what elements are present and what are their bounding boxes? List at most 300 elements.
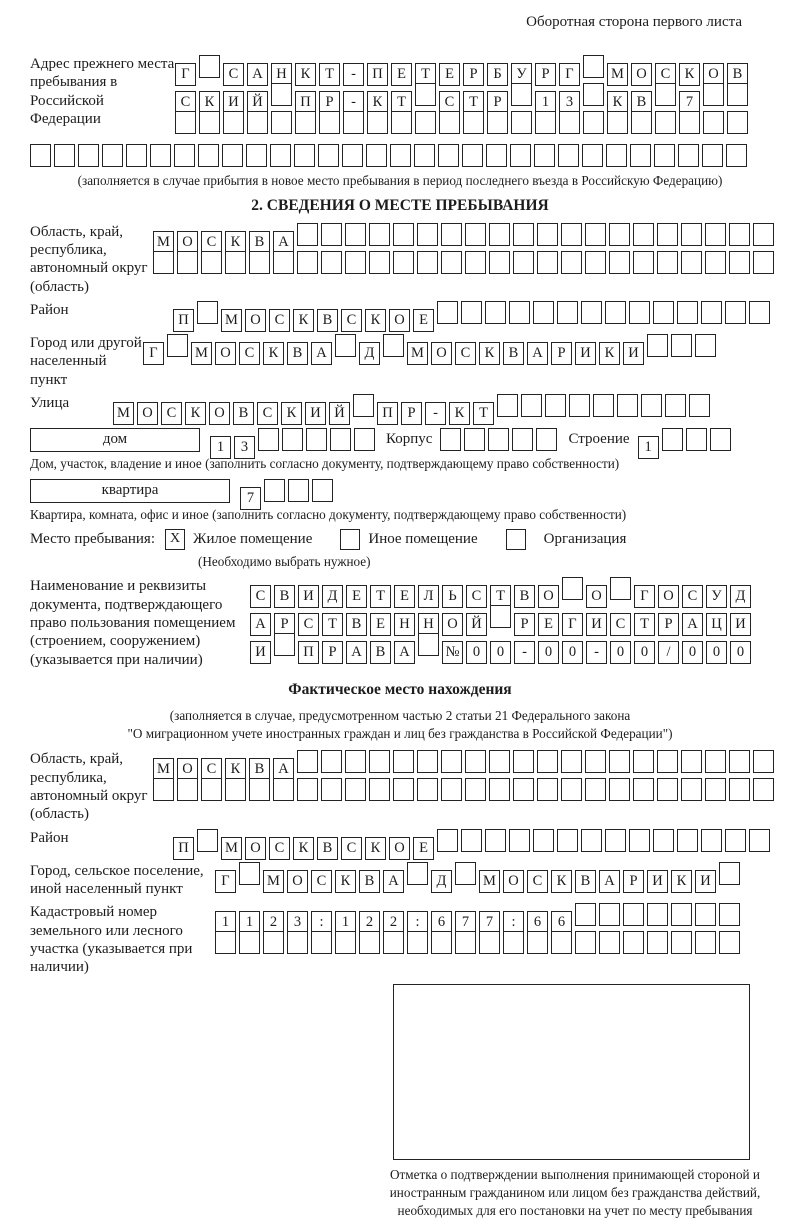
char-cell — [665, 394, 686, 417]
char-cell — [225, 778, 246, 801]
char-cell — [225, 251, 246, 274]
char-cell: С — [269, 309, 290, 332]
char-cell — [653, 829, 674, 852]
char-cell: К — [295, 63, 316, 86]
char-cell — [657, 778, 678, 801]
char-cell — [671, 931, 692, 954]
char-cell — [561, 778, 582, 801]
char-cell: К — [449, 402, 470, 425]
region-row-1 — [153, 223, 777, 250]
char-cell: И — [586, 613, 607, 636]
char-cell — [702, 144, 723, 167]
char-cell — [599, 931, 620, 954]
char-cell: В — [317, 837, 338, 860]
char-cell: В — [274, 585, 295, 608]
char-cell — [297, 223, 318, 246]
char-cell — [695, 931, 716, 954]
char-cell: В — [233, 402, 254, 425]
char-cell: А — [599, 870, 620, 893]
char-cell — [681, 750, 702, 773]
char-cell — [623, 903, 644, 926]
char-cell: Р — [551, 342, 572, 365]
char-cell: Г — [215, 870, 236, 893]
char-cell — [633, 778, 654, 801]
char-cell — [727, 83, 748, 106]
char-cell — [342, 144, 363, 167]
char-cell: А — [394, 641, 415, 664]
char-cell: В — [359, 870, 380, 893]
char-cell: К — [365, 309, 386, 332]
char-cell: 6 — [431, 911, 452, 934]
char-cell — [354, 428, 375, 451]
char-cell: К — [225, 758, 246, 781]
char-cell — [719, 862, 740, 885]
char-cell: И — [730, 613, 751, 636]
char-cell: 1 — [215, 911, 236, 934]
char-cell: П — [367, 63, 388, 86]
char-cell — [719, 931, 740, 954]
char-cell — [729, 750, 750, 773]
apartment-row — [30, 479, 770, 507]
char-cell: Д — [322, 585, 343, 608]
char-cell — [609, 750, 630, 773]
char-cell — [569, 394, 590, 417]
char-cell: С — [298, 613, 319, 636]
cadastral-row-2 — [215, 931, 743, 954]
char-cell — [657, 750, 678, 773]
char-cell — [609, 778, 630, 801]
char-cell — [537, 251, 558, 274]
char-cell — [575, 903, 596, 926]
char-cell — [527, 931, 548, 954]
char-cell: М — [263, 870, 284, 893]
char-cell: А — [247, 63, 268, 86]
char-cell: К — [293, 837, 314, 860]
char-cell — [150, 144, 171, 167]
char-cell — [54, 144, 75, 167]
char-cell — [318, 144, 339, 167]
char-cell — [753, 778, 774, 801]
char-cell — [512, 428, 533, 451]
char-cell: - — [586, 641, 607, 664]
char-cell: - — [343, 63, 364, 86]
region-rows — [153, 223, 777, 279]
char-cell — [610, 577, 631, 600]
char-cell — [677, 301, 698, 324]
char-cell: Р — [623, 870, 644, 893]
char-cell: С — [223, 63, 244, 86]
char-cell — [641, 394, 662, 417]
char-cell — [126, 144, 147, 167]
char-cell — [655, 111, 676, 134]
char-cell — [463, 111, 484, 134]
char-cell — [536, 428, 557, 451]
stay-type-option-organization: Организация — [543, 530, 627, 547]
char-cell — [647, 334, 668, 357]
char-cell: О — [137, 402, 158, 425]
char-cell — [441, 223, 462, 246]
char-cell: Т — [370, 585, 391, 608]
char-cell: А — [273, 231, 294, 254]
char-cell — [414, 144, 435, 167]
char-cell — [513, 750, 534, 773]
char-cell — [437, 301, 458, 324]
char-cell: К — [671, 870, 692, 893]
char-cell — [153, 251, 174, 274]
house-type-box: дом — [30, 428, 200, 452]
char-cell: М — [113, 402, 134, 425]
char-cell: Л — [418, 585, 439, 608]
prev-address-field — [30, 55, 770, 139]
char-cell — [510, 144, 531, 167]
char-cell — [657, 223, 678, 246]
char-cell — [630, 144, 651, 167]
char-cell — [593, 394, 614, 417]
char-cell — [264, 479, 285, 502]
char-cell: В — [503, 342, 524, 365]
char-cell: Е — [370, 613, 391, 636]
char-cell: 0 — [634, 641, 655, 664]
korpus-label: Корпус — [386, 431, 433, 448]
char-cell: К — [599, 342, 620, 365]
char-cell: Й — [329, 402, 350, 425]
char-cell: К — [199, 91, 220, 114]
char-cell: А — [682, 613, 703, 636]
char-cell — [239, 931, 260, 954]
city-row — [143, 334, 719, 361]
char-cell: С — [455, 342, 476, 365]
stay-type-note: (Необходимо выбрать нужное) — [198, 553, 371, 569]
char-cell — [343, 111, 364, 134]
char-cell — [585, 778, 606, 801]
char-cell — [633, 251, 654, 274]
char-cell: С — [239, 342, 260, 365]
char-cell — [503, 931, 524, 954]
char-cell — [689, 394, 710, 417]
char-cell — [198, 144, 219, 167]
char-cell: Г — [559, 63, 580, 86]
char-cell: В — [631, 91, 652, 114]
char-cell: Ц — [706, 613, 727, 636]
char-cell — [705, 251, 726, 274]
char-cell — [273, 778, 294, 801]
char-cell — [583, 55, 604, 78]
char-cell — [725, 829, 746, 852]
char-cell — [415, 111, 436, 134]
char-cell — [197, 829, 218, 852]
char-cell — [561, 223, 582, 246]
char-cell: Е — [413, 309, 434, 332]
char-cell: Т — [634, 613, 655, 636]
char-cell — [655, 83, 676, 106]
char-cell: 7 — [455, 911, 476, 934]
char-cell — [393, 251, 414, 274]
char-cell: 0 — [466, 641, 487, 664]
char-cell — [270, 144, 291, 167]
char-cell: А — [311, 342, 332, 365]
char-cell — [647, 931, 668, 954]
district-field — [30, 301, 770, 329]
char-cell — [585, 251, 606, 274]
char-cell: В — [514, 585, 535, 608]
char-cell — [345, 223, 366, 246]
prev-address-row-2 — [175, 83, 751, 110]
cadastral-rows — [215, 903, 743, 959]
char-cell: Р — [487, 91, 508, 114]
char-cell — [393, 750, 414, 773]
char-cell: Р — [401, 402, 422, 425]
char-cell: М — [479, 870, 500, 893]
char-cell — [629, 829, 650, 852]
actual-region-field — [30, 750, 770, 823]
char-cell: Р — [322, 641, 343, 664]
char-cell: О — [389, 309, 410, 332]
char-cell: Е — [439, 63, 460, 86]
document-field — [30, 577, 770, 668]
char-cell — [749, 301, 770, 324]
char-cell: А — [383, 870, 404, 893]
char-cell: 0 — [490, 641, 511, 664]
char-cell: Е — [394, 585, 415, 608]
district-label: Район — [30, 302, 69, 318]
char-cell: В — [575, 870, 596, 893]
char-cell: 6 — [527, 911, 548, 934]
char-cell — [391, 111, 412, 134]
char-cell — [345, 778, 366, 801]
char-cell — [247, 111, 268, 134]
char-cell — [441, 750, 462, 773]
char-cell — [631, 111, 652, 134]
prev-address-row-4 — [30, 144, 770, 167]
char-cell: П — [173, 837, 194, 860]
char-cell: Р — [535, 63, 556, 86]
char-cell: И — [695, 870, 716, 893]
char-cell — [417, 750, 438, 773]
char-cell — [465, 750, 486, 773]
char-cell: Е — [346, 585, 367, 608]
char-cell — [725, 301, 746, 324]
char-cell: С — [250, 585, 271, 608]
char-cell — [461, 301, 482, 324]
house-row — [30, 428, 770, 456]
char-cell — [545, 394, 566, 417]
char-cell — [585, 223, 606, 246]
char-cell — [335, 334, 356, 357]
char-cell — [418, 633, 439, 656]
char-cell: В — [287, 342, 308, 365]
char-cell: С — [341, 309, 362, 332]
actual-location-note-1: (заполняется в случае, предусмотренном частью 2 статьи 21 Федерального закона — [169, 707, 631, 723]
char-cell: К — [551, 870, 572, 893]
char-cell — [455, 931, 476, 954]
char-cell: : — [311, 911, 332, 934]
char-cell: Р — [319, 91, 340, 114]
street-field — [30, 394, 770, 422]
char-cell — [489, 223, 510, 246]
char-cell: М — [153, 231, 174, 254]
char-cell: О — [245, 837, 266, 860]
char-cell — [623, 931, 644, 954]
char-cell: О — [177, 758, 198, 781]
char-cell — [726, 144, 747, 167]
char-cell: В — [727, 63, 748, 86]
char-cell: И — [575, 342, 596, 365]
actual-district-row — [173, 829, 773, 856]
char-cell — [366, 144, 387, 167]
char-cell — [609, 251, 630, 274]
char-cell: О — [389, 837, 410, 860]
char-cell — [557, 829, 578, 852]
char-cell — [749, 829, 770, 852]
char-cell — [407, 931, 428, 954]
char-cell — [393, 778, 414, 801]
char-cell: О — [538, 585, 559, 608]
char-cell: В — [370, 641, 391, 664]
char-cell: Т — [319, 63, 340, 86]
char-cell: 1 — [210, 436, 231, 459]
char-cell: У — [706, 585, 727, 608]
stroenie-label: Строение — [568, 431, 630, 448]
actual-region-rows — [153, 750, 777, 806]
char-cell — [455, 862, 476, 885]
char-cell: Т — [490, 585, 511, 608]
char-cell: О — [503, 870, 524, 893]
char-cell: О — [431, 342, 452, 365]
char-cell — [695, 903, 716, 926]
char-cell: П — [173, 309, 194, 332]
char-cell: № — [442, 641, 463, 664]
char-cell — [222, 144, 243, 167]
char-cell: 3 — [234, 436, 255, 459]
char-cell: К — [367, 91, 388, 114]
char-cell — [249, 778, 270, 801]
char-cell — [297, 251, 318, 274]
actual-city-row — [215, 862, 743, 889]
char-cell — [263, 931, 284, 954]
char-cell: Р — [658, 613, 679, 636]
char-cell: - — [343, 91, 364, 114]
char-cell: П — [377, 402, 398, 425]
char-cell — [345, 750, 366, 773]
char-cell — [30, 144, 51, 167]
char-cell — [321, 778, 342, 801]
char-cell: М — [407, 342, 428, 365]
stay-type-checkbox-organization — [506, 529, 526, 550]
char-cell — [705, 778, 726, 801]
char-cell — [359, 931, 380, 954]
house-number-row — [210, 428, 378, 456]
char-cell — [605, 301, 626, 324]
char-cell — [509, 301, 530, 324]
cadastral-label: Кадастровый номер земельного или лесного участка (указывается при наличии) — [30, 904, 193, 976]
actual-region-row-2 — [153, 778, 777, 801]
char-cell — [415, 83, 436, 106]
char-cell: О — [442, 613, 463, 636]
char-cell — [258, 428, 279, 451]
char-cell — [701, 301, 722, 324]
char-cell: К — [365, 837, 386, 860]
char-cell: С — [201, 231, 222, 254]
char-cell — [345, 251, 366, 274]
char-cell — [369, 750, 390, 773]
char-cell — [271, 83, 292, 106]
char-cell — [583, 83, 604, 106]
char-cell — [223, 111, 244, 134]
char-cell — [438, 144, 459, 167]
char-cell — [681, 251, 702, 274]
char-cell — [167, 334, 188, 357]
char-cell: С — [439, 91, 460, 114]
char-cell: А — [527, 342, 548, 365]
char-cell: : — [407, 911, 428, 934]
char-cell — [306, 428, 327, 451]
char-cell: 1 — [335, 911, 356, 934]
char-cell: С — [257, 402, 278, 425]
char-cell — [599, 903, 620, 926]
stay-type-option-residential: Жилое помещение — [193, 530, 313, 547]
char-cell: И — [250, 641, 271, 664]
char-cell: М — [221, 309, 242, 332]
char-cell: 3 — [559, 91, 580, 114]
char-cell: К — [281, 402, 302, 425]
char-cell: О — [245, 309, 266, 332]
char-cell: 0 — [706, 641, 727, 664]
char-cell — [533, 301, 554, 324]
char-cell — [246, 144, 267, 167]
char-cell: Т — [391, 91, 412, 114]
char-cell — [239, 862, 260, 885]
char-cell — [78, 144, 99, 167]
char-cell: А — [273, 758, 294, 781]
char-cell — [633, 750, 654, 773]
char-cell — [407, 862, 428, 885]
char-cell: Е — [413, 837, 434, 860]
char-cell: О — [287, 870, 308, 893]
char-cell — [489, 778, 510, 801]
char-cell: С — [610, 613, 631, 636]
char-cell: Д — [730, 585, 751, 608]
prev-address-row-3 — [175, 111, 751, 134]
char-cell: Й — [247, 91, 268, 114]
char-cell — [657, 251, 678, 274]
char-cell: В — [317, 309, 338, 332]
char-cell — [485, 829, 506, 852]
char-cell — [294, 144, 315, 167]
char-cell: И — [623, 342, 644, 365]
prev-address-note: (заполняется в случае прибытия в новое место пребывания в период последнего въезда в Российскую Федерацию) — [77, 173, 723, 188]
char-cell — [369, 778, 390, 801]
document-row-1 — [250, 577, 754, 605]
document-row-3 — [250, 633, 754, 661]
char-cell: П — [295, 91, 316, 114]
char-cell: У — [511, 63, 532, 86]
street-row — [113, 394, 713, 421]
char-cell — [297, 750, 318, 773]
char-cell — [729, 251, 750, 274]
cadastral-field — [30, 903, 770, 976]
city-label: Город или другой населенный пункт — [30, 335, 142, 388]
char-cell — [479, 931, 500, 954]
char-cell — [369, 251, 390, 274]
char-cell: 0 — [610, 641, 631, 664]
char-cell — [562, 577, 583, 600]
char-cell — [274, 633, 295, 656]
char-cell: О — [586, 585, 607, 608]
char-cell — [607, 111, 628, 134]
char-cell — [537, 750, 558, 773]
char-cell — [557, 301, 578, 324]
char-cell: 7 — [240, 487, 261, 510]
